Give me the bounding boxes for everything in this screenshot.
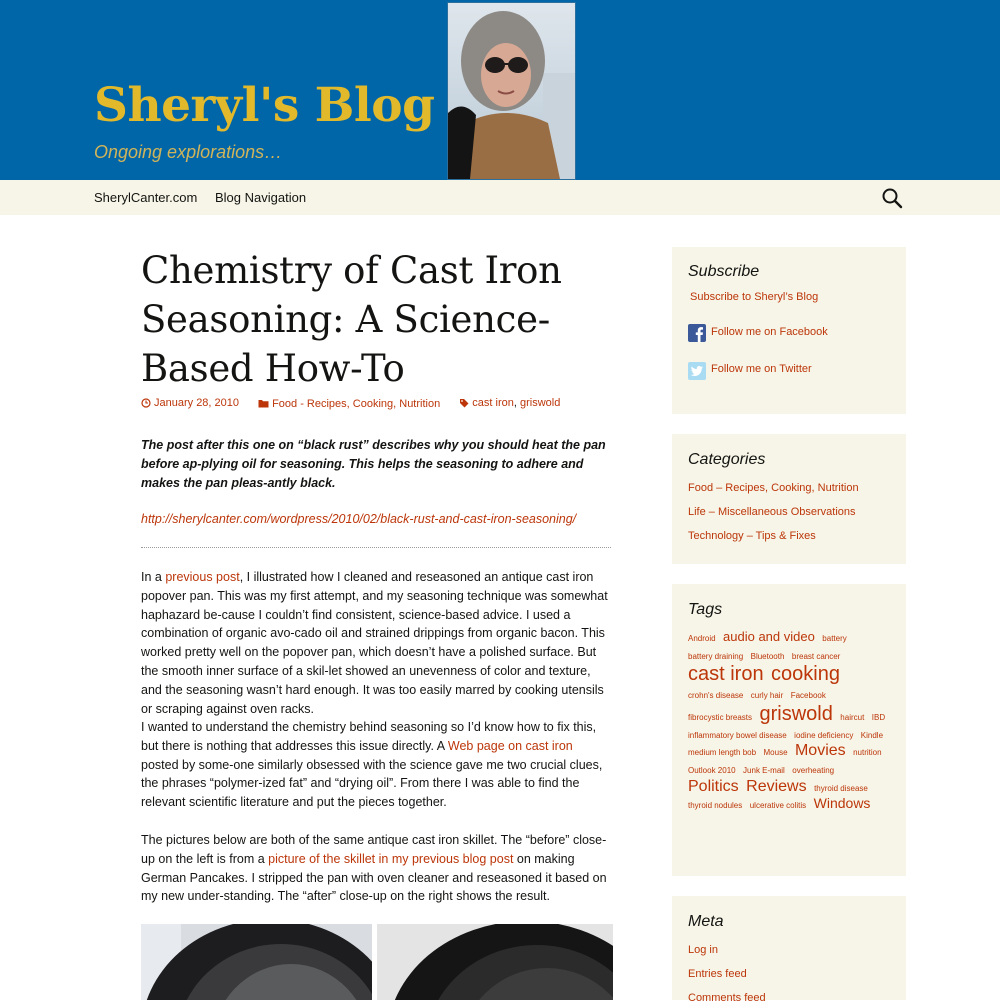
paragraph-3: [141, 831, 613, 906]
tag-link[interactable]: thyroid disease: [814, 783, 868, 793]
meta-link-entries-feed[interactable]: Entries feed: [688, 968, 747, 980]
category-link[interactable]: Life – Miscellaneous Observations: [688, 506, 856, 518]
site-header: [0, 0, 1000, 180]
paragraph-text: on making German Pancakes. I stripped the pan with oven cleaner and reseasoned it based on my new under-standing. The “after” close-up on the right shows the result.: [141, 851, 607, 904]
facebook-follow-link[interactable]: Follow me on Facebook: [711, 326, 828, 338]
subscribe-widget: [672, 247, 906, 414]
skillet-before-image: [141, 924, 372, 1000]
tag-link[interactable]: haircut: [840, 712, 865, 722]
meta-widget: [672, 896, 906, 1004]
tag-link[interactable]: Windows: [813, 795, 871, 812]
previous-post-link[interactable]: previous post: [165, 570, 240, 584]
clock-icon: [141, 398, 151, 408]
widget-title: Categories: [688, 451, 766, 468]
post-tag-link[interactable]: griswold: [519, 397, 561, 409]
tag-link[interactable]: battery: [822, 634, 847, 643]
search-icon: [880, 186, 904, 210]
site-title[interactable]: Sheryl's Blog: [94, 78, 435, 133]
nav-item-sherylcanter[interactable]: SherylCanter.com: [94, 190, 198, 205]
tag-link[interactable]: Mouse: [763, 748, 788, 758]
tag-link[interactable]: thyroid nodules: [688, 801, 743, 811]
tag-link[interactable]: Kindle: [860, 730, 884, 740]
paragraph-text: In a: [141, 570, 166, 584]
cast-iron-webpage-link[interactable]: Web page on cast iron: [447, 738, 573, 753]
tag-link[interactable]: Android: [688, 634, 716, 643]
folder-icon: [258, 399, 269, 408]
tag-link[interactable]: audio and video: [723, 629, 815, 644]
post-category-link[interactable]: Food - Recipes, Cooking, Nutrition: [272, 397, 441, 410]
tag-link[interactable]: medium length bob: [688, 748, 757, 758]
widget-title: Subscribe: [688, 263, 760, 280]
twitter-icon[interactable]: [688, 362, 706, 380]
post-categories[interactable]: [258, 398, 440, 410]
tag-link[interactable]: Politics: [688, 777, 739, 795]
tag-link[interactable]: IBD: [871, 712, 886, 722]
post-title-line-1: Chemistry of Cast Iron: [141, 249, 562, 292]
widget-title: Tags: [688, 601, 723, 618]
meta-link-comments-feed[interactable]: Comments feed: [688, 992, 766, 1004]
tag-link[interactable]: ulcerative colitis: [749, 801, 807, 811]
header-photo: [447, 2, 576, 180]
tag-link[interactable]: Reviews: [746, 777, 807, 795]
skillet-before-photo[interactable]: [141, 924, 372, 1000]
black-rust-post-link[interactable]: http://sherylcanter.com/wordpress/2010/02/black-rust-and-cast-iron-seasoning/: [141, 512, 577, 526]
widget-title: Meta: [688, 913, 724, 930]
post-title-line-3: Based How-To: [141, 347, 405, 390]
post-meta: [141, 397, 576, 411]
post-date-label: January 28, 2010: [154, 397, 240, 409]
tag-link[interactable]: Facebook: [790, 691, 826, 701]
post-title: [141, 246, 621, 393]
tag-link[interactable]: Outlook 2010: [688, 765, 736, 775]
category-link[interactable]: Food – Recipes, Cooking, Nutrition: [688, 482, 859, 494]
tag-link[interactable]: cooking: [771, 663, 840, 686]
paragraph-1: [141, 568, 613, 718]
tag-icon: [459, 398, 469, 408]
paragraph-2: [141, 718, 613, 812]
search-button[interactable]: [880, 186, 904, 210]
post-tags: cast iron , griswold: [459, 397, 560, 409]
paragraph-text: The pictures below are both of the same antique cast iron skillet. The “before” close-up on the left is from a: [141, 833, 607, 866]
tag-link[interactable]: crohn's disease: [688, 691, 744, 701]
tag-link[interactable]: curly hair: [750, 691, 784, 701]
paragraph-text: posted by some-one similarly obsessed with the science gave me two crucial clues, the phrases “polymer-ized fat” and “drying oil”. From there I was able to find the relevant scientific literature and put the pieces together.: [141, 757, 603, 810]
divider: [141, 547, 611, 548]
update-note: The post after this one on “black rust” describes why you should heat the pan before ap-plying oil for seasoning. This helps the seasoning to adhere and makes the pan pleas-antly black.: [141, 438, 606, 490]
tag-link[interactable]: Movies: [794, 742, 846, 760]
tag-link[interactable]: iodine deficiency: [794, 730, 854, 740]
post-title-line-2: Seasoning: A Science-: [141, 298, 550, 341]
facebook-icon[interactable]: [688, 324, 706, 342]
paragraph-text: I wanted to understand the chemistry behind seasoning so I’d know how to fix this, but there is nothing that addresses this issue directly. A: [141, 720, 597, 753]
tag-link[interactable]: fibrocystic breasts: [688, 712, 753, 722]
tag-link[interactable]: Junk E-mail: [743, 765, 785, 775]
paragraph-text: , I illustrated how I cleaned and reseasoned an antique cast iron popover pan. This was my first attempt, and my seasoning technique was somewhat haphazard be-cause I couldn’t find consistent, science-based advice. I used a combination of organic avo-cado oil and strained drippings from organic bacon. This worked pretty well on the popover pan, which doesn’t have a polished surface. But the smooth inner surface of a skil-let showed an unevenness of color and texture, and the seasoning wasn’t hard enough. It was too easily marred by cooking utensils or scraping against oven racks.: [141, 570, 608, 716]
tag-link[interactable]: cast iron: [688, 663, 764, 686]
subscribe-link[interactable]: Subscribe to Sheryl’s Blog: [690, 291, 819, 303]
skillet-picture-link[interactable]: picture of the skillet in my previous blog post: [268, 851, 514, 866]
categories-widget: [672, 434, 906, 564]
tag-link[interactable]: Bluetooth: [750, 651, 785, 661]
nav-item-blog-navigation[interactable]: Blog Navigation: [215, 190, 307, 205]
tag-link[interactable]: inflammatory bowel disease: [688, 730, 787, 740]
tag-link[interactable]: battery draining: [688, 651, 744, 661]
post-tag-link[interactable]: cast iron: [472, 397, 514, 409]
portrait-image: [448, 3, 575, 179]
skillet-after-image: [377, 924, 613, 1000]
skillet-after-photo[interactable]: [377, 924, 613, 1000]
tag-link[interactable]: nutrition: [853, 748, 882, 758]
tag-link[interactable]: overheating: [792, 765, 835, 775]
main-navigation: [0, 180, 1000, 215]
tag-link[interactable]: breast cancer: [791, 651, 841, 661]
tag-cloud: [688, 628, 893, 813]
post-date[interactable]: [141, 397, 239, 409]
tag-link[interactable]: griswold: [759, 702, 833, 725]
site-description: Ongoing explorations…: [94, 142, 283, 162]
meta-link-login[interactable]: Log in: [688, 944, 718, 956]
twitter-follow-link[interactable]: Follow me on Twitter: [711, 363, 812, 375]
category-link[interactable]: Technology – Tips & Fixes: [688, 530, 816, 542]
